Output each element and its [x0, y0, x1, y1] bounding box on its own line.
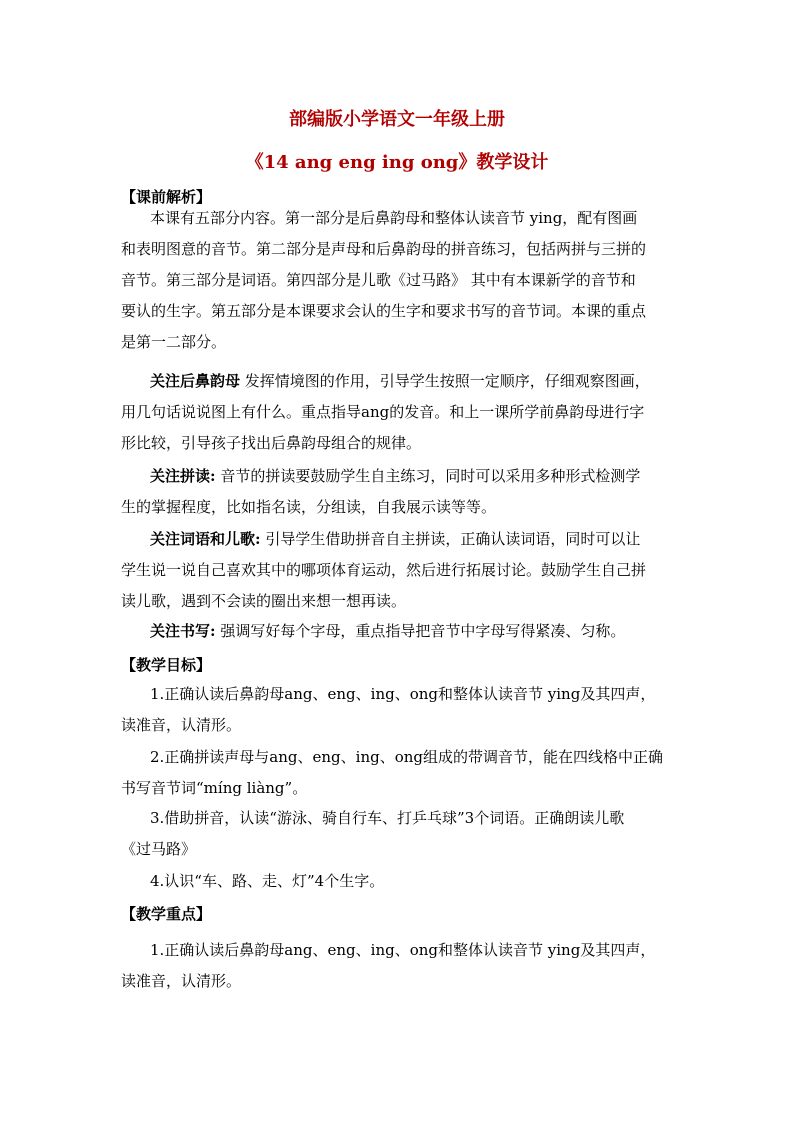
focus-paragraph-words [121, 524, 676, 617]
analysis-paragraph [121, 203, 676, 358]
text-line [121, 524, 676, 555]
text-line [121, 616, 676, 647]
text-line: 是第一二部分。 [121, 333, 227, 351]
focus-paragraph-rhymes [121, 366, 676, 459]
focus-label: 关注书写: [150, 622, 216, 640]
goal-item-4 [121, 866, 676, 897]
lesson-title: 《14 ang eng ing ong》教学设计 [245, 152, 549, 173]
focus-text: 音节的拼读要鼓励学生自主练习，同时可以采用多种形式检测学 [215, 467, 641, 485]
text-line: 音节。第三部分是词语。第四部分是儿歌《过马路》 其中有本课新学的音节和 [121, 271, 636, 289]
text-line: 和表明图意的音节。第二部分是声母和后鼻韵母的拼音练习，包括两拼与三拼的 [121, 240, 647, 258]
text-line: 读准音，认清形。 [121, 972, 242, 990]
text-line: 形比较，引导孩子找出后鼻韵母组合的规律。 [121, 434, 422, 452]
goal-item-2 [121, 742, 676, 804]
text-line: 本课有五部分内容。第一部分是后鼻韵母和整体认读音节 ying，配有图画 [150, 209, 638, 227]
text-line: 3.借助拼音，认读“游泳、骑自行车、打乒乓球”3个词语。正确朗读儿歌 [150, 809, 625, 827]
text-line: 学生说一说自己喜欢其中的哪项体育运动，然后进行拓展讨论。鼓励学生自己拼 [121, 561, 647, 579]
text-line: 读准音，认清形。 [121, 716, 242, 734]
text-line: 2.正确拼读声母与ang、eng、ing、ong组成的带调音节，能在四线格中正确 [150, 748, 664, 766]
section-heading-goals: 【教学目标】 [121, 656, 212, 674]
text-line: 书写音节词“míng liàng”。 [121, 779, 308, 797]
section-heading-analysis: 【课前解析】 [121, 188, 212, 206]
focus-label: 关注后鼻韵母 [150, 372, 241, 390]
text-line: 1.正确认读后鼻韵母ang、eng、ing、ong和整体认读音节 ying及其四声， [150, 685, 656, 703]
goal-item-1 [121, 679, 676, 741]
document-title: 部编版小学语文一年级上册 [289, 109, 505, 130]
goal-item-3 [121, 803, 676, 865]
text-line: 要认的生字。第五部分是本课要求会认的生字和要求书写的音节词。本课的重点 [121, 302, 647, 320]
text-line [121, 461, 676, 492]
text-line: 4.认识“车、路、走、灯”4个生字。 [150, 872, 385, 890]
text-line: 用几句话说说图上有什么。重点指导ang的发音。和上一课所学前鼻韵母进行字 [121, 403, 645, 421]
focus-label: 关注拼读: [150, 467, 216, 485]
text-line: 《过马路》 [121, 840, 197, 858]
text-line: 1.正确认读后鼻韵母ang、eng、ing、ong和整体认读音节 ying及其四声， [150, 941, 656, 959]
focus-text: 强调写好每个字母，重点指导把音节中字母写得紧凑、匀称。 [215, 622, 626, 640]
key-item-1 [121, 935, 676, 997]
focus-paragraph-reading [121, 461, 676, 523]
section-heading-key: 【教学重点】 [121, 905, 212, 923]
text-line [121, 366, 676, 397]
focus-label: 关注词语和儿歌: [150, 530, 261, 548]
text-line: 读儿歌，遇到不会读的圈出来想一想再读。 [121, 592, 407, 610]
focus-text: 发挥情境图的作用，引导学生按照一定顺序，仔细观察图画， [240, 372, 650, 390]
text-line: 生的掌握程度，比如指名读，分组读，自我展示读等等。 [121, 498, 497, 516]
focus-text: 引导学生借助拼音自主拼读，正确认读词语，同时可以让 [260, 530, 641, 548]
focus-paragraph-writing [121, 616, 676, 647]
